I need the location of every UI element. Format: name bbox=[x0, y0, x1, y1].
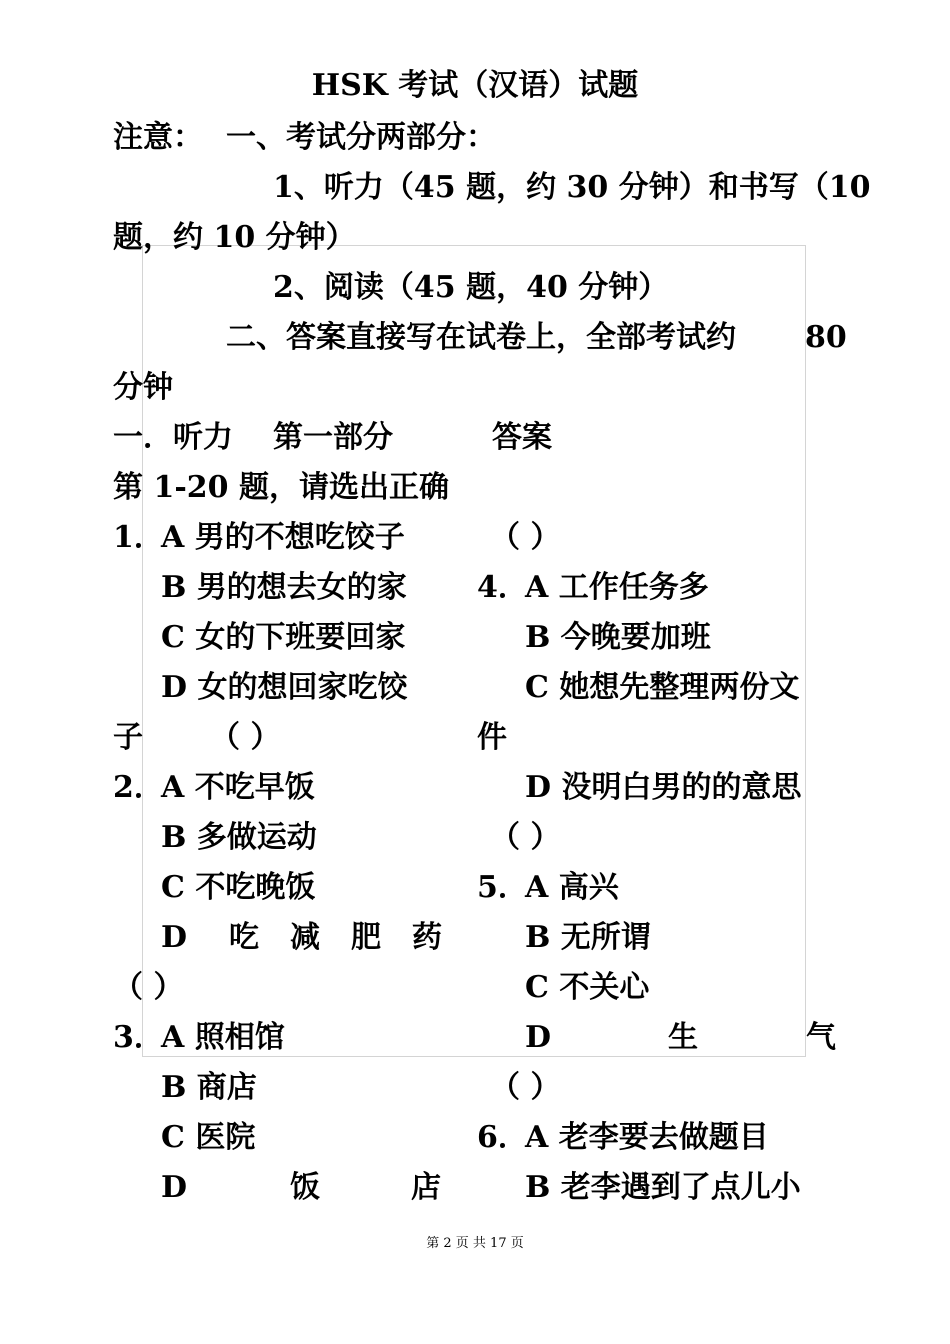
question-4-number: 4． bbox=[477, 570, 528, 605]
question-5-option-a: A 高兴 bbox=[525, 870, 619, 905]
question-5-option-d-letter: D bbox=[525, 1020, 552, 1055]
question-4-option-b: B 今晚要加班 bbox=[525, 620, 711, 655]
section-heading: 一．听力 bbox=[113, 420, 233, 455]
question-2-option-d-char: 吃 bbox=[229, 920, 259, 955]
question-1-option-d-continued: 子 bbox=[113, 720, 143, 755]
document-title: HSK 考试（汉语）试题 bbox=[311, 68, 639, 103]
question-2-option-d-letter: D bbox=[161, 920, 188, 955]
notice-sub-1-line-b: 题，约 10 分钟） bbox=[113, 220, 356, 255]
notice-item-1: 一、考试分两部分： bbox=[226, 120, 496, 155]
question-4-answer-paren: （ ） bbox=[490, 820, 561, 855]
question-2-option-d-char: 药 bbox=[412, 920, 442, 955]
notice-item-2-line-b: 分钟 bbox=[113, 370, 173, 405]
question-4-option-d: D 没明白男的的意思 bbox=[525, 770, 802, 805]
section-answer-label: 答案 bbox=[492, 420, 552, 455]
question-2-option-d-char: 肥 bbox=[351, 920, 381, 955]
notice-item-2-line-a: 二、答案直接写在试卷上，全部考试约 bbox=[226, 320, 736, 355]
question-2-option-c: C 不吃晚饭 bbox=[161, 870, 316, 905]
question-4-option-c-continued: 件 bbox=[477, 720, 507, 755]
question-5-answer-paren: （ ） bbox=[490, 1070, 561, 1105]
question-3-option-a: A 照相馆 bbox=[161, 1020, 285, 1055]
question-6-option-b: B 老李遇到了点儿小 bbox=[525, 1170, 801, 1205]
question-5-option-d-char: 生 bbox=[668, 1020, 698, 1055]
notice-sub-2: 2、阅读（45 题，40 分钟） bbox=[273, 270, 669, 305]
question-1-option-d: D 女的想回家吃饺 bbox=[161, 670, 408, 705]
question-3-option-b: B 商店 bbox=[161, 1070, 257, 1105]
notice-sub-1-line-a: 1、听力（45 题，约 30 分钟）和书写（10 bbox=[273, 170, 871, 205]
question-1-option-c: C 女的下班要回家 bbox=[161, 620, 406, 655]
question-3-option-d-char: 饭 bbox=[290, 1170, 320, 1205]
question-3-option-d-letter: D bbox=[161, 1170, 188, 1205]
question-2-option-a: A 不吃早饭 bbox=[161, 770, 315, 805]
question-2-option-b: B 多做运动 bbox=[161, 820, 317, 855]
section-instruction: 第 1-20 题，请选出正确 bbox=[113, 470, 449, 505]
question-1-number: 1． bbox=[113, 520, 164, 555]
question-1-option-b: B 男的想去女的家 bbox=[161, 570, 407, 605]
notice-item-2-number: 80 bbox=[805, 320, 847, 355]
question-3-option-d-char: 店 bbox=[411, 1170, 441, 1205]
question-1-answer-paren: （ ） bbox=[210, 720, 281, 755]
page-footer: 第 2 页 共 17 页 bbox=[426, 1236, 524, 1251]
question-4-option-c: C 她想先整理两份文 bbox=[525, 670, 800, 705]
question-2-number: 2． bbox=[113, 770, 164, 805]
question-5-number: 5． bbox=[477, 870, 528, 905]
question-1-right-answer-paren: （ ） bbox=[490, 520, 561, 555]
question-2-answer-paren: （ ） bbox=[113, 970, 184, 1005]
question-2-option-d-char: 减 bbox=[290, 920, 320, 955]
question-3-number: 3． bbox=[113, 1020, 164, 1055]
section-part: 第一部分 bbox=[273, 420, 393, 455]
notice-label: 注意： bbox=[113, 120, 203, 155]
question-6-number: 6． bbox=[477, 1120, 528, 1155]
question-3-option-c: C 医院 bbox=[161, 1120, 256, 1155]
question-4-option-a: A 工作任务多 bbox=[525, 570, 709, 605]
question-1-option-a: A 男的不想吃饺子 bbox=[161, 520, 405, 555]
question-6-option-a: A 老李要去做题目 bbox=[525, 1120, 769, 1155]
question-5-option-d-char: 气 bbox=[806, 1020, 836, 1055]
question-5-option-b: B 无所谓 bbox=[525, 920, 651, 955]
question-5-option-c: C 不关心 bbox=[525, 970, 650, 1005]
